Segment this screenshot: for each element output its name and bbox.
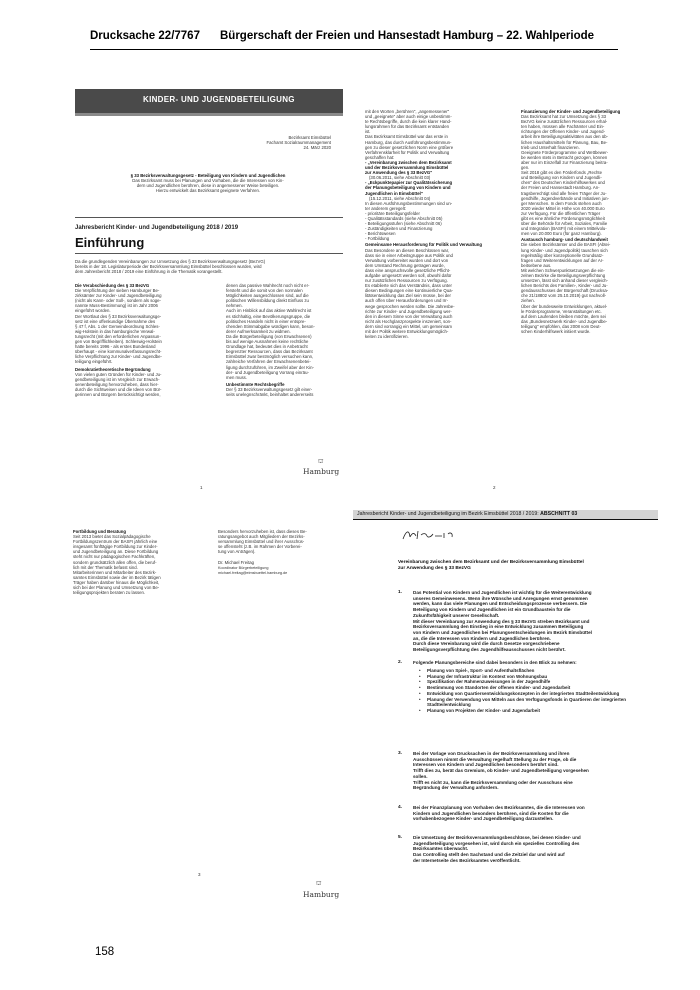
text-line: Das Bezirksamt Eimsbüttel war das erste in	[365, 134, 448, 140]
text-line: richte zur Kinder- und Jugendbeteiligung wer-	[365, 308, 452, 314]
intro-line: dem Jahresbericht 2018 / 2019 eine Einführung in die Thematik vorangestellt.	[75, 269, 223, 275]
text-line: zur Anwendung des § 33 BezVG"	[365, 170, 433, 176]
text-line: keiten zu identifizieren.	[365, 334, 409, 340]
text-line: lung Kinder- und Jugendpolitik) tauschen sich	[521, 247, 608, 253]
text-line: wig-Holstein in das hamburgische Verwal-	[75, 328, 155, 334]
text-line: umsetzen, lässt sich anhand dieser vergleich-	[521, 278, 608, 284]
text-line: Bei der Vorlage von Drucksachen in der Bezirksversammlung und ihren	[413, 751, 570, 756]
text-line: - Fortbildung	[365, 236, 390, 242]
text-line: dem Umstand Rechnung getragen wurde,	[365, 262, 445, 268]
scan-page-number: 2	[493, 485, 496, 490]
text-line: Eimsbüttel zwar bestmöglich versuchen kann,	[226, 354, 314, 360]
law-text: Hierzu entwickelt das Bezirksamt geeignete Verfahren.	[155, 188, 261, 194]
text-line: dass eine anspruchsvolle gesetzliche Pflicht-	[365, 267, 451, 273]
text-line: und „geeignete" aber auch einige unbestimm-	[365, 114, 452, 120]
text-line: - Beteiligungsstufen (siehe Abschnitt 06)	[365, 221, 442, 227]
text-line: Möglichkeiten ausgeschlossen sind, auf die	[226, 293, 309, 299]
castle-icon: ⛫	[316, 880, 322, 887]
item-number: 5.	[398, 835, 403, 840]
text-line: aber nur im Einzelfall zur Finanzierung beitra-	[521, 159, 608, 165]
text-line: nur zusätzlichen Ressourcen zu Verfügung.	[365, 278, 448, 284]
subheading: Gemeinsame Herausforderung für Politik und Verwaltung	[365, 242, 482, 248]
text-line: Da die Bürgerbeteiligung (von Erwachsenen)	[226, 333, 312, 339]
header-rule	[90, 49, 618, 50]
text-line: Durch diese Vereinbarung wird die durch Gesetze vorgeschriebene	[413, 641, 560, 647]
text-line: Jugendlichen in Eimsbüttel"	[365, 190, 423, 196]
item-number: 2.	[398, 660, 403, 665]
scan-page-number: 3	[198, 872, 201, 877]
text-line: Das Potential von Kindern und Jugendlichen ist wichtig für die Weiterentwicklung	[413, 590, 592, 595]
text-line: eingeführt worden.	[75, 308, 111, 314]
text-line: werden, kann das viele Planungen und Entscheidungsprozesse verbessern. Die	[413, 601, 588, 607]
text-line: sondern grundsätzlich allen offen, die beruf-	[73, 559, 157, 565]
paragraph	[73, 534, 193, 595]
text-line: Über der bundesweite Entwicklungen, aktuel-	[521, 303, 608, 309]
intro-line: bereits in der 18. Legislaturperiode der Bezirksversammlung Eimsbüttel beschlossen wurden, wird	[75, 264, 262, 270]
text-line: lichen Berichts des Familien-, Kinder- und Ju-	[521, 283, 608, 289]
text-line: Seit 2013 bietet das Sozialpädagogische	[73, 534, 151, 540]
report-title: Jahresbericht Kinder- und Jugendbeteiligung 2018 / 2019	[75, 225, 239, 231]
text-line: - „Vereinbarung zwischen dem Bezirksamt	[365, 159, 452, 165]
text-line: auch offen über Herausforderungen und Irr-	[365, 298, 449, 304]
text-line: tungsrecht (mit den erforderlichen Anpassun-	[75, 333, 161, 339]
text-line: Mit dieser Vereinbarung zur Anwendung des § 33 BezVG streben Bezirksamt und	[413, 618, 590, 624]
text-line: ger Menschen. In dem Fonds stehen auch	[521, 200, 602, 206]
text-line: gendbeteiligung ist im Vergleich zur Erwach-	[75, 376, 160, 382]
law-text: Das Bezirksamt muss bei Planungen und Vorhaben, die die Interessen von Kin-	[132, 178, 284, 184]
text-line: - Berichtswesen	[365, 231, 396, 237]
scan-page-3	[48, 505, 353, 920]
agreement-item	[413, 660, 633, 666]
paragraph	[365, 201, 485, 242]
castle-icon: ⛫	[318, 458, 324, 465]
text-line: ratungsangebot auch Mitgliedern der Bezirks-	[218, 534, 305, 540]
address-block	[267, 135, 331, 150]
text-line: regelmäßig über konzeptionelle Grundsatz-	[521, 252, 604, 258]
text-line: Kindern und Jugendlichen besonders berühren, sind die Kosten für die	[413, 810, 569, 816]
text-line: Verfahrensklarheit für Politik und Verwaltung	[365, 149, 450, 155]
text-line: zelnen Bezirke die Beteiligungsverpflichtung	[521, 273, 606, 278]
item-number: 4.	[398, 805, 403, 810]
text-line: che 21/18802 vom 25.10.2019) gut nachvoll-	[521, 293, 607, 299]
text-line: nannte Muss-Bestimmung) ist im Jahr 2006	[75, 303, 158, 309]
column-left	[365, 109, 485, 339]
text-line: Von vielen guten Gründen für Kinder- und Ju-	[75, 371, 162, 377]
text-line: richtungen der Offenen Kinder- und Jugend-	[521, 129, 606, 135]
text-line: der Planungsbeteiligung von Kindern und	[365, 185, 451, 191]
text-line: te Rechtsbegriffe, durch die kein klarer Hand-	[365, 119, 452, 125]
text-line: • Planung von Spiel-, Sport- und Aufenthaltsflächen	[418, 668, 633, 674]
text-line: • Planung der Infrastruktur im Kontext von Wohnungsbau	[418, 674, 633, 680]
intro-paragraph	[75, 259, 343, 274]
text-line: BezVG keine zusätzlichen Ressourcen erhal-	[521, 119, 608, 125]
text-line: Bei der Finanzplanung von Vorhaben des Bezirksamtes, die die Interessen von	[413, 805, 585, 810]
banner-underbar	[75, 113, 343, 116]
text-line: • Planung der Verwendung von Mitteln aus den Verfügungsfonds in Quartieren der integrierten Stadtteilentwicklung	[418, 697, 633, 708]
section-header-label: ABSCHNITT 03	[540, 511, 578, 517]
text-line: tragsberechtigt sind alle freien Träger der Ju-	[521, 190, 607, 196]
text-line: steht nicht nur pädagogischen Fachkräften,	[73, 554, 156, 560]
text-line: gerinnen und Bürgern berücksichtigt werden,	[75, 391, 161, 397]
text-line: von Kindern und Jugendlichen bei Planungsentscheidungen im Bezirk Eimsbüttel	[413, 629, 592, 635]
law-text: dern und Jugendlichen berühren, diese in angemessener Weise beteiligen.	[136, 183, 280, 189]
handwritten-signature	[400, 527, 460, 543]
divider	[75, 253, 343, 254]
text-line: es stichhaltig, eine Bevölkerungsgruppe, die	[226, 313, 311, 319]
paragraph	[226, 283, 346, 380]
section-heading: Einführung	[75, 235, 145, 250]
text-line: Die Umsetzung der Bezirksversammlungsbeschlüsse, bei denen Kinder- und	[413, 835, 581, 840]
text-line: arbeit ihre Beteiligungsaktivitäten aus den üb-	[521, 134, 608, 140]
paragraph	[365, 248, 485, 340]
text-line: liche Verpflichtung zur Kinder- und Jugendbe-	[75, 354, 162, 360]
text-line: dern sind vorrangig ein Mittel, um gemeinsam	[365, 323, 452, 329]
text-line: dass sie in einer Arbeitsgruppe aus Politik und	[365, 252, 453, 258]
text-line: Zukunftsfähigkeit unserer Gesellschaft.	[413, 612, 500, 618]
text-line: Trifft dies zu, berät das Gremium, ob Kinder- und Jugendbeteiligung vorgesehen	[413, 768, 589, 774]
text-line: sollen.	[413, 773, 428, 779]
column-left	[73, 529, 193, 595]
banner-title: KINDER- UND JUGENDBETEILIGUNG	[143, 95, 295, 104]
item-number: 1.	[398, 590, 403, 595]
section-header-bar	[353, 510, 658, 519]
text-line: ten haben, müssen alle Fachämter und Ein-	[521, 124, 605, 130]
text-line: Hamburg, das durch Ausführungsbestimmun-	[365, 139, 452, 145]
text-line: Mit welchen Schwerpunktsetzungen die ein-	[521, 267, 605, 273]
text-line: denen das passive Wahlrecht noch nicht er-	[226, 283, 310, 288]
text-line: durch die Sichtweisen und die Ideen von Bür-	[75, 386, 162, 392]
text-line: zahlreiche Verfahren der Erwachsenenbetei-	[226, 359, 311, 365]
text-line: politischen Willensbildung direkt Einfluss zu	[226, 298, 309, 304]
paragraph	[226, 387, 346, 397]
agreement-item	[413, 751, 633, 791]
column-right	[218, 529, 338, 576]
text-line: vorhabenbezogene Kinder- und Jugendbeteiligung darzustellen.	[413, 816, 554, 822]
text-line: - Qualitätsstandards (siehe Abschnitt 05)	[365, 215, 443, 221]
text-line: • Planung von Projekten der Kinder- und Jugendarbeit	[418, 708, 633, 714]
text-line: • Entwicklung von Quartiersentwicklungskonzepten in der integrierten Stadtteilentwicklung	[418, 691, 633, 697]
text-line: • Spezifikation der Rahmenzuweisungen in der Jugendhilfe	[418, 679, 633, 685]
column-left	[75, 283, 195, 397]
text-line: an, die die Interessen von Kindern und Jugendlichen berühren.	[413, 635, 551, 641]
text-line: senenbeteiligung hervorzuheben, dass hier-	[75, 381, 159, 387]
text-line: fragen und Weiterentwicklungen auf der Ar-	[521, 257, 604, 263]
subheading: Fortbildung und Beratung	[73, 529, 126, 534]
text-line: teiligungsprojekten beraten zu lassen.	[73, 590, 146, 596]
text-line: ter anderem geregelt:	[365, 205, 407, 211]
subheading: Unbestimmte Rechtsbegriffe	[226, 381, 285, 387]
text-line: und Jugendbeteiligung an. Diese Fortbildung	[73, 549, 159, 555]
signer-email: michael.freitag@eimsbuettel.hamburg.de	[218, 570, 288, 575]
text-line: und der Bezirksversammlung Eimsbüttel	[365, 165, 449, 171]
text-line: le Förderprogramme, Veranstaltungen etc.	[521, 308, 602, 314]
text-line: ligung durchzuführen, im Zweifel aber der Kin-	[226, 364, 314, 370]
signer-name: Dr. Michael Freitag	[218, 560, 255, 566]
text-line: Der § 33 Bezirksverwaltungsgesetz gilt einer-	[226, 386, 313, 392]
text-line: mit den Worten „berühren", „angemessener"	[365, 109, 450, 114]
text-line: gen von Begrifflichkeiten). Schleswig-Holstein	[75, 339, 162, 345]
text-line: samtes Eimsbüttel sowie der im Bezirk tätigen	[73, 574, 161, 580]
running-header	[90, 30, 620, 50]
paragraph	[75, 372, 195, 397]
bullet-title	[365, 160, 485, 175]
text-line: auf dem Laufenden bleiben möchte, dem sei	[521, 313, 606, 319]
text-line: zur Verfügung. Für die öffentlichen Träger	[521, 210, 601, 216]
text-line: Der Wortlaut des § 33 Bezirksverwaltungsge-	[75, 313, 162, 319]
text-line: § 47 f, Abs. 1 der Gemeindeordnung Schles-	[75, 323, 160, 329]
text-line: schen Kinderhilfswerk initiiert wurde.	[521, 329, 591, 335]
text-line: der- und Jugendbeteiligung Vorrang einräu-	[226, 369, 309, 375]
text-line: chenden Stimmabgabe würdigen kann, beson-	[226, 323, 315, 329]
text-line: lungsrahmen für das Bezirksamt entstanden	[365, 124, 450, 130]
text-line: gibt es eine ähnliche Förderungsmöglichkeit	[521, 215, 605, 221]
text-line: nicht als Hochglanzprospekte inszeniert, son-	[365, 318, 452, 324]
paragraph	[365, 109, 485, 160]
text-line: Bezirksamtes überwacht.	[413, 846, 469, 852]
text-line: tung von Anträgen).	[218, 549, 256, 555]
text-line: gendhilfe, Jugendverbände und Initiativen jun-	[521, 195, 609, 201]
text-line: Auch im Hinblick auf das aktive Wahlrecht ist	[226, 308, 312, 314]
text-line: chen" des Deutschen Kinderhilfswerkes und	[521, 180, 605, 186]
text-line: Geeignete Förderprogramme und Wettbewer-	[521, 149, 609, 155]
law-subtitle-block	[108, 173, 308, 193]
text-line: zirksämter zur Kinder- und Jugendbeteiligung	[75, 293, 162, 299]
text-line: Die Verpflichtung der sieben Hamburger Be-	[75, 288, 160, 294]
text-line: nehmen.	[226, 303, 243, 309]
signer-role: Koordinator Bürgerbeteiligung	[218, 565, 269, 570]
scan-page-number: 1	[200, 485, 203, 490]
text-line: Bezirksversammlung den Einstieg in eine Entwicklung zusammen Beteiligung	[413, 624, 584, 630]
text-line: Es etablierte sich das Verständnis, dass unter	[365, 283, 452, 289]
agreement-item	[413, 590, 633, 653]
text-line: Ausschüssen nimmt die Verwaltung regelhaft Stellung zu der Frage, ob die	[413, 756, 577, 762]
text-line: men muss.	[226, 374, 248, 380]
text-line: teiligung eingeführt.	[75, 359, 113, 365]
paragraph	[218, 529, 338, 554]
text-line: aufgabe umgesetzt werden soll, obwohl dafür	[365, 273, 452, 278]
subheading: Die Verabschiedung des § 33 BezVG	[75, 283, 150, 288]
text-line: se offensteht (z.B. im Rahmen der Vorberei-	[218, 544, 302, 550]
divider	[75, 217, 343, 218]
hamburg-logo: Hamburg	[303, 467, 340, 476]
text-line: teiligung" empfohlen, das 2008 vom Deut-	[521, 323, 601, 329]
text-line: ziehen.	[521, 298, 535, 304]
text-line: bis auf wenige Ausnahmen keine rechtliche	[226, 339, 309, 345]
text-line: Folgende Planungsbereiche sind dabei besonders in den Blick zu nehmen:	[413, 660, 577, 665]
paragraph	[75, 288, 195, 364]
text-line: diesen Bedingungen eine kontinuierliche Qua-	[365, 288, 453, 294]
text-line: men von 20.000 Euro (für ganz Hamburg).	[521, 231, 602, 237]
agreement-title-line: zur Anwendung des § 33 BezVG	[398, 565, 471, 571]
subheading: Demokratietheoretische Begründung	[75, 366, 151, 372]
text-line: das „Bundesnetzwerk Kinder- und Jugendbe-	[521, 318, 608, 324]
text-line: gen zu dieser gesetzlichen Norm eine größere	[365, 144, 454, 150]
text-line: mit der Politik weitere Entwicklungsmöglich-	[365, 329, 449, 335]
text-line: trieb und Unterhalt finanzieren.	[521, 144, 580, 150]
text-line: lich mit der Thematik befasst sind.	[73, 564, 138, 570]
text-line: - prioritäre Beteiligungsfelder	[365, 210, 420, 216]
subheading: Finanzierung der Kinder- und Jugendbeteiligung	[521, 109, 621, 114]
text-line: In diesen Ausführungsbestimmungen sind un-	[365, 200, 453, 206]
paragraph	[521, 242, 641, 334]
paragraph	[521, 114, 641, 236]
address-line: Bezirksamt Eimsbüttel	[288, 135, 331, 140]
text-line: politisches Handeln nicht in einer entspre-	[226, 318, 306, 324]
text-line: der Internetseite des Bezirksamtes veröffentlicht.	[413, 857, 521, 863]
text-line: fersteht und die somit von den normalen	[226, 288, 303, 294]
intro-line: Da die grundlegenden Vereinbarungen zur Umsetzung des § 33 Bezirksverwaltungsgesetz (BezVG)	[75, 259, 266, 264]
text-line: Beteiligung von Kindern und Jugendlichen ist ein Grundbaustein für die	[413, 607, 571, 613]
header-title: Bürgerschaft der Freien und Hansestadt Hamburg – 22. Wahlperiode	[220, 30, 595, 42]
text-line: setz ist eine offenkundige Übernahme des	[75, 318, 156, 324]
scan-page-1	[48, 75, 353, 500]
text-line: Seit 2018 gibt es den Förderfonds „Rechte	[521, 170, 602, 176]
planning-areas-list	[418, 668, 633, 714]
agreement-title	[398, 560, 638, 571]
column-right	[226, 283, 346, 397]
text-line: be werden stets in Betracht gezogen, können	[521, 154, 608, 160]
text-line: litätsentwicklung das Ziel sein müsse, bei der	[365, 293, 451, 299]
agreement-item	[413, 805, 633, 822]
address-line: Fachamt Sozialraummanagement	[266, 140, 331, 146]
text-line: sich bei der Planung und Umsetzung von Be-	[73, 585, 160, 591]
text-line: über die Behörde für Arbeit, Soziales, Familie	[521, 221, 608, 227]
text-line: derer Aufmerksamkeit zu widmen.	[226, 328, 291, 334]
text-line: Das Besondere an diesen Beschlüssen war,	[365, 247, 450, 253]
bullet-title	[365, 180, 485, 195]
law-subtitle: § 33 Bezirksverwaltungsgesetz - Beteiligung von Kindern und Jugendlichen	[130, 173, 286, 178]
text-line: Jugendbeteiligung vorgesehen ist, wird durch ein spezielles Controlling des	[413, 840, 580, 846]
text-line: geschaffen hat:	[365, 154, 395, 160]
bullet-note: (30.06.2011, siehe Abschnitt 03)	[369, 175, 431, 181]
text-line: und Beteiligung von Kindern und Jugendli-	[521, 175, 602, 181]
item-number: 3.	[398, 751, 403, 756]
text-line: den in diesem Sinne von der Verwaltung auch	[365, 313, 453, 319]
subheading: Austausch hamburg- und deutschlandweit	[521, 237, 608, 243]
text-line: versammlung Eimsbüttel und ihrer Ausschüs-	[218, 539, 305, 545]
text-line: lichen Haushaltsmitteln für Planung, Bau, Be-	[521, 139, 608, 145]
text-line: Interessen von Kindern und Jugendlichen besonders berührt sind.	[413, 762, 559, 768]
text-line: Trifft es nicht zu, kann die Bezirksversammlung oder der Ausschuss eine	[413, 779, 573, 785]
scan-page-2	[353, 75, 658, 500]
text-line: Die sieben Bezirksämter und die BASFI (Abtei-	[521, 242, 611, 248]
hamburg-logo: Hamburg	[303, 890, 340, 899]
text-line: Besonders hervorzuheben ist, dass dieses Be-	[218, 529, 307, 534]
scan-page-4	[353, 505, 658, 920]
text-line: Beteiligungsverpflichtung des Jugendhilfeausschusses nicht berührt.	[413, 647, 566, 653]
column-right	[521, 109, 641, 334]
text-line: seits unelegnschränkt, beinhaltet andererseits	[226, 391, 314, 397]
agreement-item	[413, 835, 633, 864]
text-line: hatte bereits 1996 - als erstes Bundesland	[75, 344, 156, 350]
text-line: (nicht als Kann- oder Soll-, sondern als soge-	[75, 298, 161, 304]
text-line: Mitarbeiterinnen und Mitarbeiter des Bezirk-	[73, 569, 157, 575]
text-line: • Bestimmung von Standorten der offenen Kinder- und Jugendarbeit	[418, 685, 633, 691]
text-line: gen.	[521, 165, 530, 171]
section-header-rule	[353, 519, 658, 520]
text-line: insgesamt fünftägige Fortbildung zur Kinder-	[73, 544, 158, 550]
drucksache-number: Drucksache 22/7767	[90, 30, 200, 42]
text-line: Das Controlling stellt den Sachstand und die Zeitziel dar und wird auf	[413, 852, 565, 858]
page-number: 158	[95, 946, 115, 958]
text-line: ist.	[365, 129, 371, 135]
text-line: begrenzter Ressourcen, dass das Bezirksamt	[226, 349, 313, 355]
text-line: gendausschusses der Bürgerschaft (Drucksa-	[521, 288, 609, 294]
text-line: Verwaltung vorbereitet wurden und dort von	[365, 257, 449, 263]
text-line: beitsebene aus.	[521, 262, 552, 268]
text-line: - Zuständigkeiten und Finanzierung	[365, 226, 433, 232]
text-line: Das Bezirksamt hat zur Umsetzung des § 33	[521, 114, 607, 120]
text-line: 2020 wieder Mittel in Höhe von 40.000 Euro	[521, 205, 605, 211]
text-line: Begründung der Verwaltung anfordern.	[413, 785, 499, 791]
text-line: und Integration (BASFI) mit einem Mittelvolu-	[521, 226, 607, 232]
text-line: Träger haben darüber hinaus die Möglichkeit,	[73, 579, 160, 585]
text-line: - „Eckpunktepapier zur Qualitätssicherung	[365, 180, 453, 186]
bullet-note: (15.12.2011, siehe Abschnitt 04)	[369, 195, 431, 201]
text-line: wege gesprochen werden sollte. Die Jahresbe-	[365, 303, 455, 309]
address-line: 24. März 2020	[303, 145, 331, 151]
text-line: der Freien und Hansestadt Hamburg. An-	[521, 185, 600, 191]
text-line: Grundlage hat, bedeutet dies in Anbetracht	[226, 344, 308, 350]
text-line: Fortbildungszentrum der BASFI jährlich eine	[73, 539, 158, 545]
agreement-title-line: Vereinbarung zwischen dem Bezirksamt und der Bezirksversammlung Eimsbüttel	[398, 560, 584, 565]
section-header-text: Jahresbericht Kinder- und Jugendbeteiligung im Bezirk Eimsbüttel 2018 / 2019:	[357, 511, 541, 517]
text-line: unseres Gemeinwesens. Wenn ihre Wünsche und Anregungen ernst genommen	[413, 595, 588, 601]
text-line: überhaupt - eine kommunalverfassungsrecht-	[75, 349, 162, 355]
